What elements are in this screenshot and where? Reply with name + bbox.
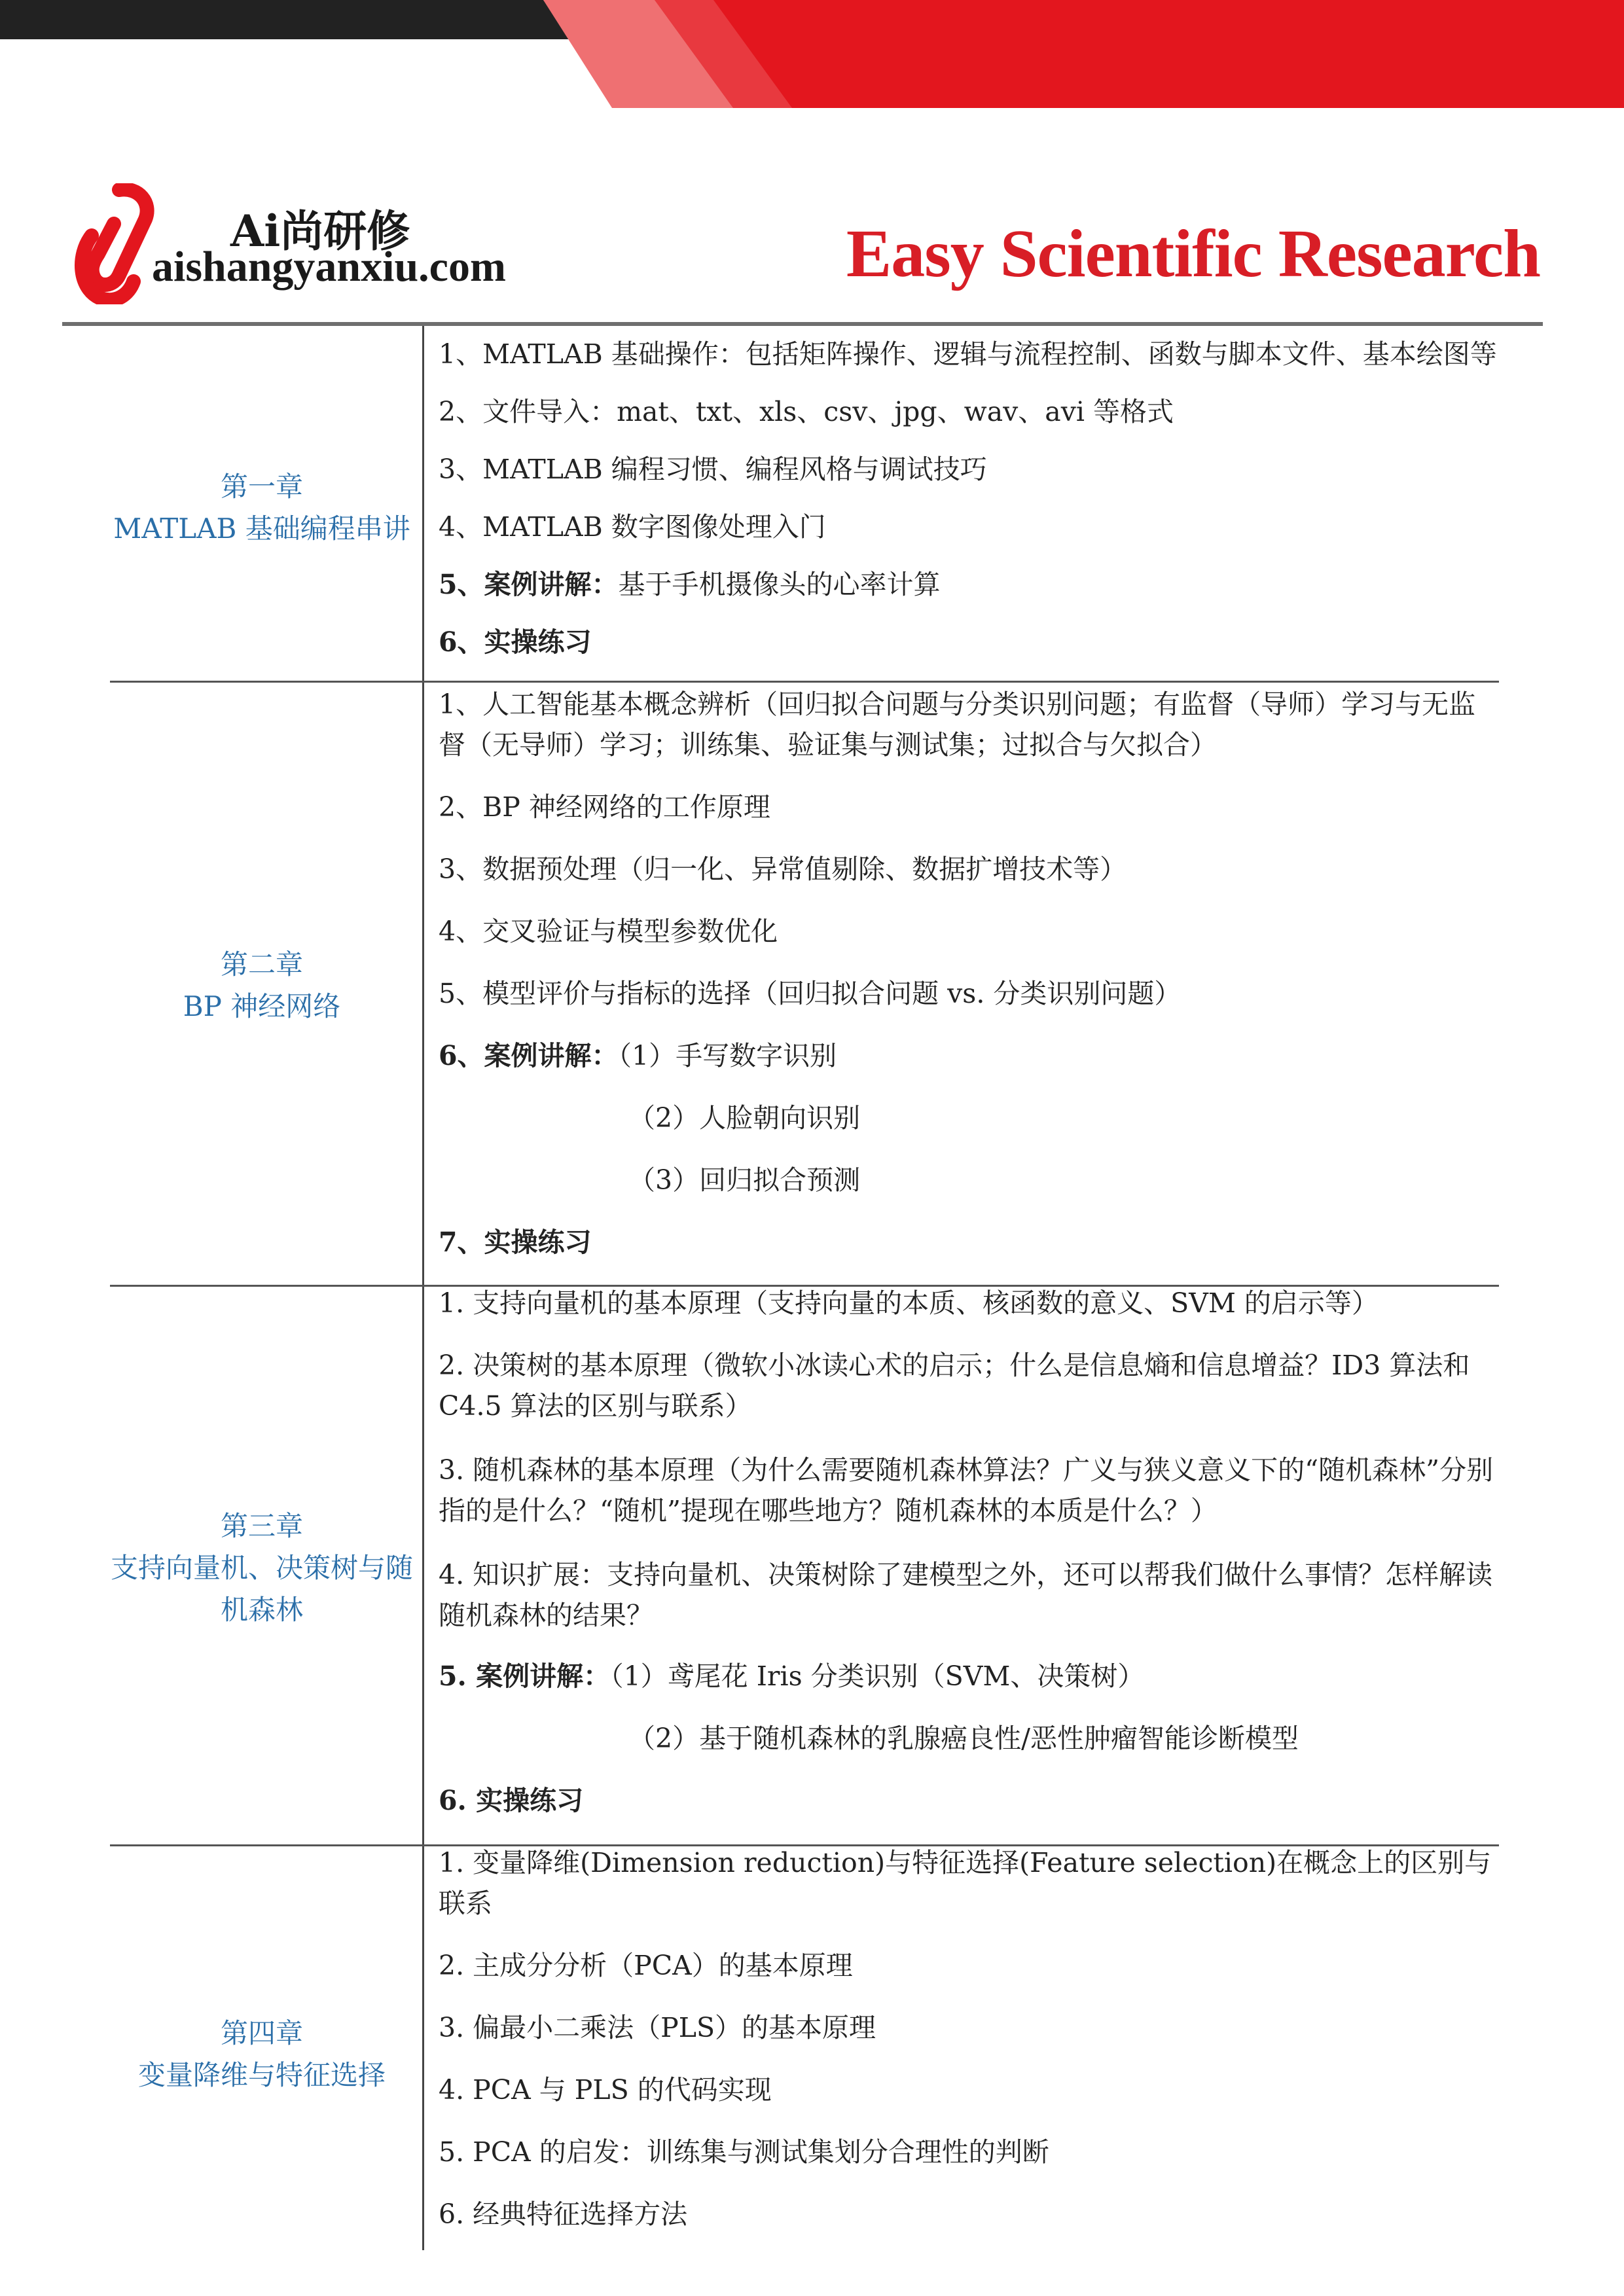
chapter-4-label <box>105 2013 419 2096</box>
chapter-3-subtitle-line-1: 支持向量机、决策树与随 <box>110 1552 413 1584</box>
chapter-2-item-5: 5、模型评价与指标的选择（回归拟合问题 vs. 分类识别问题） <box>439 978 1182 1009</box>
brand-chinese-name: Ai尚研修 <box>230 206 410 257</box>
chapter-2-title: 第二章 <box>220 948 303 980</box>
chapter-3-label <box>105 1505 419 1631</box>
chapter-3-item-6: 6. 实操练习 <box>439 1785 584 1816</box>
chapter-1-item-6: 6、实操练习 <box>439 626 592 658</box>
chapter-1-item-5-text: 基于手机摄像头的心率计算 <box>618 569 941 600</box>
chapter-2-item-1: 1、人工智能基本概念辨析（回归拟合问题与分类识别问题；有监督（导师）学习与无监督（无导师）学习；训练集、验证集与测试集；过拟合与欠拟合） <box>439 689 1476 761</box>
chapter-1-item-5-lead: 5、案例讲解： <box>439 569 619 600</box>
chapter-3-case-2: （2）基于随机森林的乳腺癌良性/恶性肿瘤智能诊断模型 <box>628 1723 1299 1754</box>
chapter-4-item-1: 1. 变量降维(Dimension reduction)与特征选择(Feature selection)在概念上的区别与联系 <box>439 1847 1492 1919</box>
table-column-divider <box>422 326 424 2250</box>
header-banner <box>0 0 1624 108</box>
chapter-1-item-4: 4、MATLAB 数字图像处理入门 <box>439 511 826 543</box>
header-divider <box>62 322 1543 326</box>
chapter-2-subtitle: BP 神经网络 <box>183 990 341 1022</box>
chapter-4-item-2: 2. 主成分分析（PCA）的基本原理 <box>439 1950 853 1981</box>
chapter-4-item-3: 3. 偏最小二乘法（PLS）的基本原理 <box>439 2012 876 2043</box>
chapter-1-title: 第一章 <box>220 471 303 503</box>
chapter-4-title: 第四章 <box>220 2017 303 2049</box>
chapter-3-item-5-lead: 5. 案例讲解： <box>439 1660 611 1692</box>
chapter-3-title: 第三章 <box>220 1510 303 1542</box>
chapter-3-item-1: 1. 支持向量机的基本原理（支持向量的本质、核函数的意义、SVM 的启示等） <box>439 1287 1379 1319</box>
chapter-1-subtitle: MATLAB 基础编程串讲 <box>113 512 410 545</box>
chapter-4-subtitle: 变量降维与特征选择 <box>137 2059 386 2091</box>
brand-website: aishangyanxiu.com <box>152 243 506 291</box>
chapter-2-case-2: （2）人脸朝向识别 <box>628 1102 861 1134</box>
chapter-1-item-2: 2、文件导入：mat、txt、xls、csv、jpg、wav、avi 等格式 <box>439 396 1174 427</box>
chapter-3-item-5 <box>439 1656 1499 1696</box>
chapter-2-item-4: 4、交叉验证与模型参数优化 <box>439 916 778 947</box>
chapter-2-case-3: （3）回归拟合预测 <box>628 1164 861 1196</box>
chapter-2-item-6-text: （1）手写数字识别 <box>618 1040 837 1071</box>
chapter-3-item-3: 3. 随机森林的基本原理（为什么需要随机森林算法？广义与狭义意义下的“随机森林”分别指的是什么？“随机”提现在哪些地方？随机森林的本质是什么？） <box>439 1454 1494 1526</box>
chapter-4-item-4: 4. PCA 与 PLS 的代码实现 <box>439 2074 772 2106</box>
chapter-2-item-3: 3、数据预处理（归一化、异常值剔除、数据扩增技术等） <box>439 853 1127 885</box>
chapter-1-item-3: 3、MATLAB 编程习惯、编程风格与调试技巧 <box>439 454 987 485</box>
chapter-2-item-2: 2、BP 神经网络的工作原理 <box>439 791 770 823</box>
chapter-separator <box>110 681 1499 683</box>
chapter-3-subtitle-line-2: 机森林 <box>220 1594 303 1626</box>
chapter-4-item-6: 6. 经典特征选择方法 <box>439 2198 688 2230</box>
brand-tagline: Easy Scientific Research <box>846 216 1540 291</box>
chapter-1-item-1: 1、MATLAB 基础操作：包括矩阵操作、逻辑与流程控制、函数与脚本文件、基本绘图等 <box>439 338 1497 370</box>
chapter-3-item-5-text: （1）鸢尾花 Iris 分类识别（SVM、决策树） <box>610 1660 1145 1692</box>
chapter-1-label <box>105 466 419 550</box>
chapter-1-item-5 <box>439 564 1499 605</box>
chapter-3-item-4: 4. 知识扩展：支持向量机、决策树除了建模型之外，还可以帮我们做什么事情？怎样解读随机森林的结果？ <box>439 1559 1493 1631</box>
paperclip-logo-icon <box>73 183 162 304</box>
chapter-2-item-6-lead: 6、案例讲解： <box>439 1040 619 1071</box>
chapter-2-item-6 <box>439 1035 1499 1076</box>
chapter-2-item-7: 7、实操练习 <box>439 1227 592 1258</box>
chapter-4-item-5: 5. PCA 的启发：训练集与测试集划分合理性的判断 <box>439 2136 1049 2168</box>
chapter-2-label <box>105 944 419 1028</box>
chapter-3-item-2: 2. 决策树的基本原理（微软小冰读心术的启示；什么是信息熵和信息增益？ID3 算法和 C4.5 算法的区别与联系） <box>439 1350 1470 1422</box>
